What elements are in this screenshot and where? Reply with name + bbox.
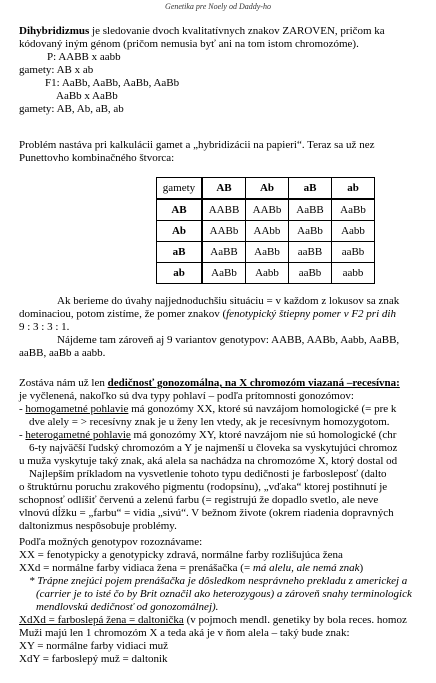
genotype-cell: AABb	[246, 199, 289, 221]
punnett-corner: gamety	[157, 178, 203, 200]
genotype-cell: aabb	[332, 263, 375, 284]
note-line: * Trápne znejúci pojem prenášačka je dôsledkom nesprávneho prekladu z americkej a	[29, 575, 408, 587]
problem-section	[19, 139, 436, 165]
row-header: aB	[157, 242, 203, 263]
genotype-line: XY = normálne farby vidiaci muž	[19, 640, 169, 652]
row-header: ab	[157, 263, 203, 284]
genotype-line: XdY = farboslepý muž = daltonik	[19, 653, 168, 665]
ratio-line: Ak berieme do úvahy najjednoduchšiu situáciu = v každom z lokusov sa znak	[57, 295, 400, 307]
genotype-line: XX = fenotypicky a genotypicky zdravá, normálne farby rozlišujúca žena	[19, 549, 343, 561]
gonosomal-section	[19, 377, 436, 533]
cross-f1: AaBb x AaBb	[56, 90, 118, 102]
gono-line: je vyčlenená, nakoľko sú dva typy pohlaví – podľa prítomnosti gonozómov:	[19, 390, 354, 402]
problem-line: Problém nastáva pri kalkulácii gamet a „hybridizácii na papieri“. Teraz sa už nez	[19, 139, 375, 151]
punnett-square	[156, 177, 375, 284]
cross-parental: P: AABB x aabb	[47, 51, 121, 63]
col-header: AB	[202, 178, 246, 200]
genotype-cell: AaBb	[289, 221, 332, 242]
term-heterogametic: heterogametné pohlavie	[25, 429, 131, 441]
genotype-cell: aaBb	[289, 263, 332, 284]
genotypes-title: Podľa možných genotypov rozoznávame:	[19, 536, 203, 548]
intro-line: je sledovanie dvoch kvalitatívnych znakov ZAROVEN, pričom ka	[89, 25, 385, 37]
gono-line: o štruktúrnu poruchu zrakového pigmentu (rodopsínu), „vďaka“ ktorej postihnutí je	[19, 481, 388, 493]
gono-line: vlnovú dĺžku = „farbu“ = vidia „sivú“. V bežnom živote (okrem riadenia dopravných	[19, 507, 394, 519]
genotype-line: (v pojmoch mendl. genetiky by bola reces. homoz	[183, 614, 407, 626]
ratio-value: 9 : 3 : 3 : 1.	[19, 321, 70, 333]
genotype-colorblind-woman: XdXd = farbosleрá žena = daltonička	[19, 614, 184, 626]
genotypes-section	[19, 536, 436, 666]
note-line: mendlovskú dedičnosť od gonozomálnej).	[36, 601, 219, 613]
genotype-italic: má alelu, ale nemá znak	[252, 562, 360, 574]
gono-line: dve alely = > recesívny znak je u ženy len vtedy, ak je recesívnym homozygotom.	[29, 416, 390, 428]
ratio-italic: fenotypický štiepny pomer v F2 pri dih	[226, 308, 396, 320]
row-header: Ab	[157, 221, 203, 242]
ratio-section	[19, 295, 436, 360]
ratio-line: Nájdeme tam zároveň aj 9 variantov genotypov: AABB, AABb, Aabb, AaBB,	[57, 334, 400, 346]
bullet: -	[19, 429, 26, 441]
ratio-line: dominaciou, potom zistíme, že pomer znakov (	[19, 308, 227, 320]
genotype-line: Muži majú len 1 chromozóm X a teda aká je v ňom alela – taký bude znak:	[19, 627, 350, 639]
gono-line: Najlepším príkladom na vysvetlenie tohoto typu dedičnosti je farbosleposť (dalto	[29, 468, 387, 480]
term-homogametic: homogametné pohlavie	[25, 403, 129, 415]
col-header: aB	[289, 178, 332, 200]
f1-generation: F1: AaBb, AaBb, AaBb, AaBb	[45, 77, 180, 89]
col-header: ab	[332, 178, 375, 200]
genotype-cell: aaBB	[289, 242, 332, 263]
gonosomal-heading: dedičnosť gonozomálna, na X chromozóm viazaná –recesívna:	[107, 377, 400, 389]
bullet: -	[19, 403, 26, 415]
genotype-line: XXd = normálne farby vidiaca žena = prenášačka (=	[19, 562, 253, 574]
genotype-cell: AABB	[202, 199, 246, 221]
genotype-cell: Aabb	[246, 263, 289, 284]
gono-line: daltonizmus nespôsobuje problémy.	[19, 520, 177, 532]
genotype-cell: AaBB	[289, 199, 332, 221]
genotype-cell: AaBB	[202, 242, 246, 263]
genotype-cell: AABb	[202, 221, 246, 242]
ratio-line: aaBB, aaBb a aabb.	[19, 347, 106, 359]
genotype-cell: AAbb	[246, 221, 289, 242]
gametes-f1: gamety: AB, Ab, aB, ab	[19, 103, 124, 115]
col-header: Ab	[246, 178, 289, 200]
gono-line: má gonozómy XY, ktoré navzájom nie sú homologické (chr	[130, 429, 397, 441]
term-dihybridizmus: Dihybridizmus	[19, 25, 90, 37]
gametes-parental: gamety: AB x ab	[19, 64, 94, 76]
genotype-cell: AaBb	[202, 263, 246, 284]
problem-line: Punettovho kombinačného štvorca:	[19, 152, 175, 164]
gono-line: Zostáva nám už len	[19, 377, 108, 389]
genotype-cell: Aabb	[332, 221, 375, 242]
intro-line: kódovaný iným génom (pričom nemusia byť ani na tom istom chromozóme).	[19, 38, 359, 50]
gono-line: má gonozómy XX, ktoré sú navzájom homologické (= pre k	[128, 403, 397, 415]
row-header: AB	[157, 199, 203, 221]
intro-section	[19, 25, 436, 116]
genotype-cell: AaBb	[332, 199, 375, 221]
genotype-line: )	[359, 562, 364, 574]
genotype-cell: aaBb	[332, 242, 375, 263]
note-line: (carrier je to isté čo by Brit označil ako heterozygous) a zároveň snahy terminologick	[36, 588, 412, 600]
gono-line: 6-ty najväčší ľudský chromozóm a Y je najmenší u človeka sa vyskytujúci chromoz	[29, 442, 398, 454]
gono-line: schopnosť odlíšiť červenú a zelenú farbu (= registrujú že dopadlo svetlo, ale neve	[19, 494, 379, 506]
page-header: Genetika pre Noely od Daddy-ho	[165, 2, 271, 11]
genotype-cell: AaBb	[246, 242, 289, 263]
gono-line: u muža vyskytuje taký znak, aká alela sa nachádza na chromozóme X, ktorý dostal od	[19, 455, 398, 467]
